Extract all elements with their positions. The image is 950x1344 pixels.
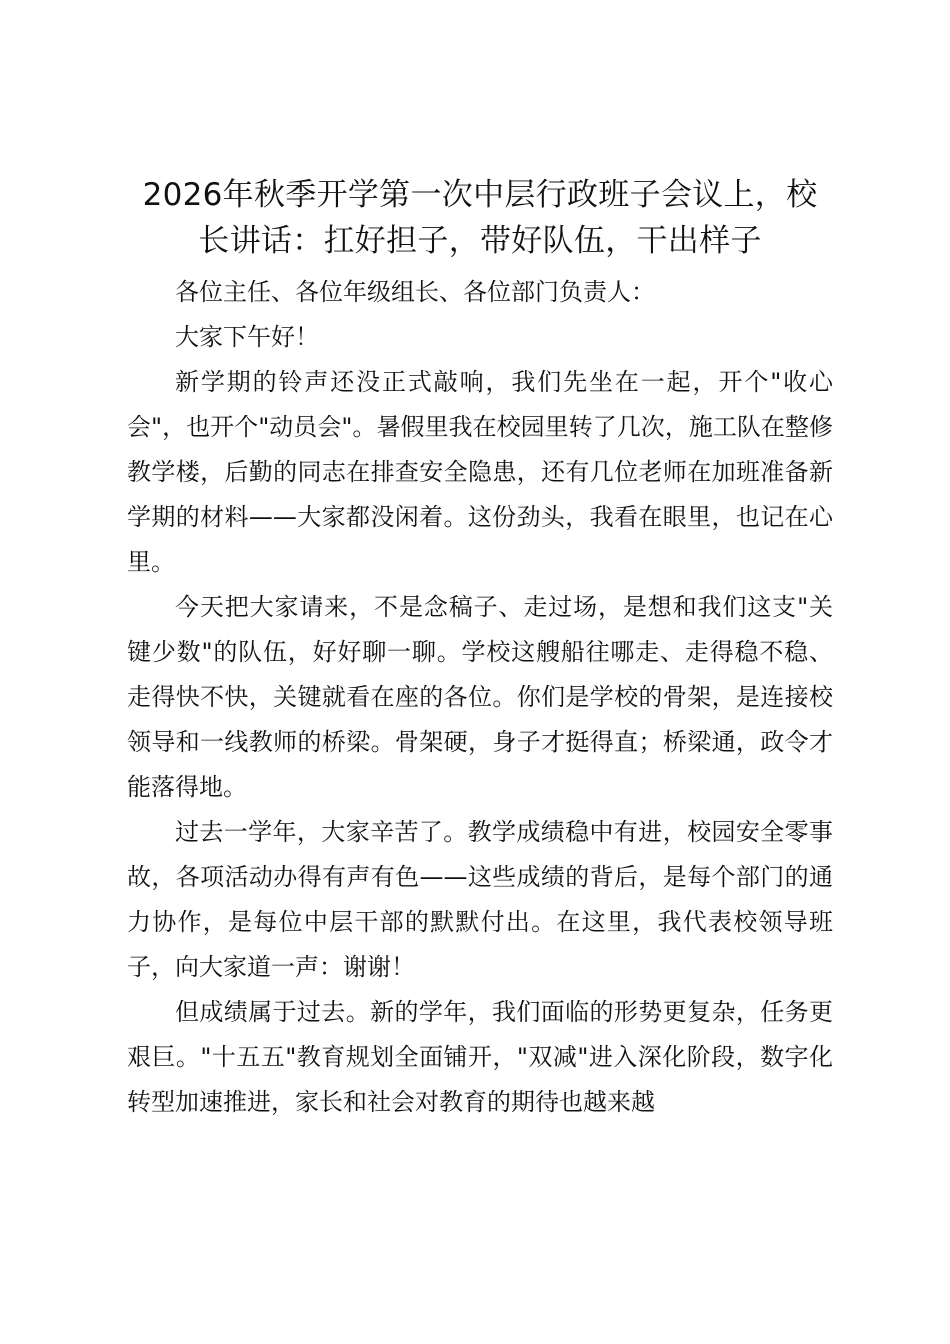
body-paragraph: 新学期的铃声还没正式敲响，我们先坐在一起，开个"收心会"，也开个"动员会"。暑假里我在校园里转了几次，施工队在整修教学楼，后勤的同志在排查安全隐患，还有几位老师在加班准备新学期的材料——大家都没闲着。这份劲头，我看在眼里，也记在心里。 bbox=[127, 368, 833, 576]
salutation-paragraph: 各位主任、各位年级组长、各位部门负责人： bbox=[175, 278, 655, 306]
document-body bbox=[127, 172, 833, 1125]
body-paragraph: 但成绩属于过去。新的学年，我们面临的形势更复杂，任务更艰巨。"十五五"教育规划全面铺开，"双减"进入深化阶段，数字化转型加速推进，家长和社会对教育的期待也越来越 bbox=[127, 998, 833, 1116]
body-paragraph: 过去一学年，大家辛苦了。教学成绩稳中有进，校园安全零事故，各项活动办得有声有色——这些成绩的背后，是每个部门的通力协作，是每位中层干部的默默付出。在这里，我代表校领导班子，向大家道一声：谢谢！ bbox=[127, 818, 833, 981]
document-title: 2026年秋季开学第一次中层行政班子会议上，校长讲话：扛好担子，带好队伍，干出样子 bbox=[142, 177, 818, 259]
greeting-paragraph: 大家下午好！ bbox=[175, 323, 319, 351]
body-paragraph: 今天把大家请来，不是念稿子、走过场，是想和我们这支"关键少数"的队伍，好好聊一聊。学校这艘船往哪走、走得稳不稳、走得快不快，关键就看在座的各位。你们是学校的骨架，是连接校领导和一线教师的桥梁。骨架硬，身子才挺得直；桥梁通，政令才能落得地。 bbox=[127, 593, 833, 801]
